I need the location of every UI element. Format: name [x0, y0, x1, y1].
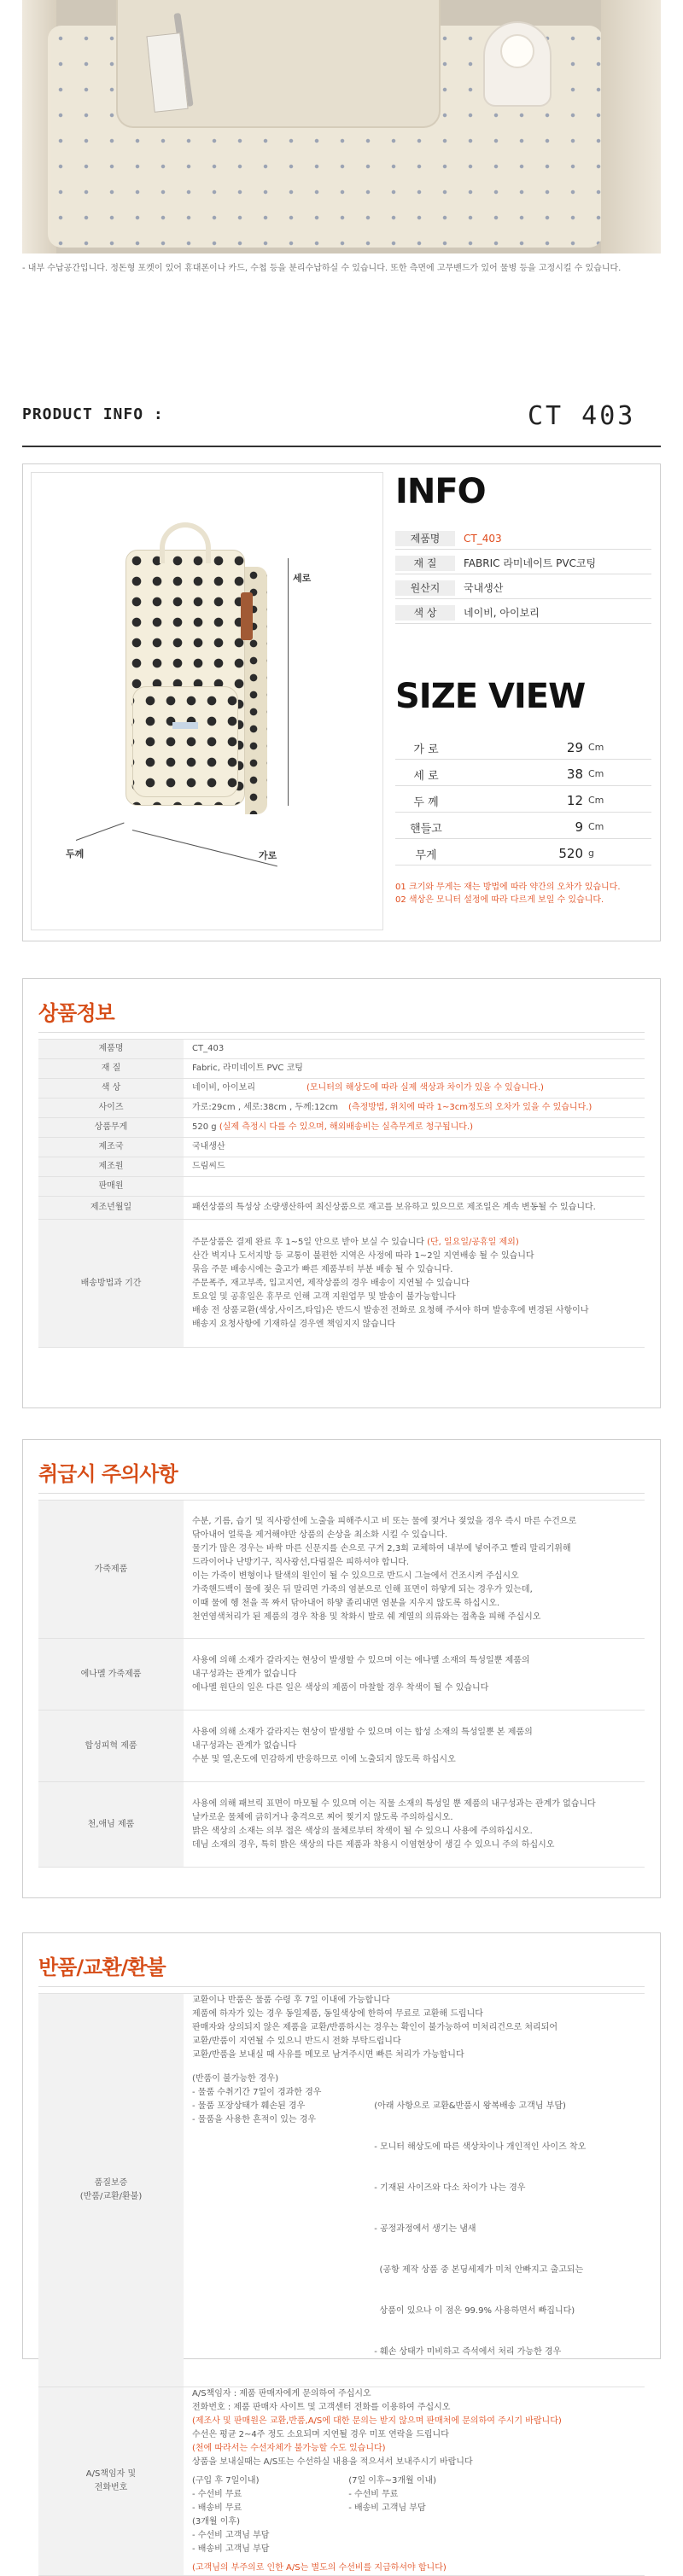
table-value: 패션상품의 특성상 소량생산하여 최신상품으로 재고를 보유하고 있으므로 제조일은 계속 변동될 수 있습니다. [184, 1197, 645, 1220]
product-detail-table [38, 1039, 645, 1348]
divider [38, 1032, 645, 1033]
info-key: 색 상 [395, 605, 455, 621]
table-note: (실제 측정시 다를 수 있으며, 해외배송비는 실측무게로 청구됩니다.) [219, 1122, 474, 1132]
table-row [38, 1220, 645, 1348]
size-row [395, 815, 651, 839]
size-unit: Cm [588, 768, 604, 779]
table-row [38, 1157, 645, 1177]
table-note: (모니터의 해상도에 따라 실제 색상과 차이가 있을 수 있습니다.) [306, 1083, 544, 1093]
bag-handle-image [160, 522, 211, 563]
info-value: CT_403 [464, 533, 502, 545]
table-row [38, 1197, 645, 1220]
size-unit: Cm [588, 821, 604, 832]
table-row [38, 1118, 645, 1138]
period-col: (구입 후 7일이내) - 수선비 무료 - 배송비 무료 [192, 2476, 260, 2513]
size-key: 세 로 [413, 770, 439, 783]
depth-label: 두께 [66, 848, 85, 860]
photo-caption: - 내부 수납공간입니다. 정돈형 포켓이 있어 휴대폰이나 카드, 수첩 등을 분리수납하실 수 있습니다. 또한 측면에 고무밴드가 있어 물병 등을 고정시킬 수 있습니다. [22, 264, 622, 273]
info-row [395, 600, 651, 624]
size-key: 핸들고 [410, 823, 442, 836]
product-info-heading: PRODUCT INFO : [22, 405, 164, 423]
table-key: 품질보증 (반품/교환/환불) [38, 1994, 184, 2387]
table-row [38, 1079, 645, 1099]
table-row [38, 1059, 645, 1079]
info-value: FABRIC 라미네이트 PVC코팅 [464, 557, 597, 569]
table-row [38, 1138, 645, 1157]
table-key: 에나멜 가죽제품 [38, 1639, 184, 1711]
info-heading: INFO [395, 472, 486, 511]
product-code: CT 403 [528, 401, 636, 431]
size-note: 02 색상은 모니터 설정에 따라 다르게 보일 수 있습니다. [395, 895, 604, 905]
size-view-heading: SIZE VIEW [395, 677, 586, 716]
table-value: 드림씨드 [184, 1157, 645, 1177]
table-row [38, 1782, 645, 1868]
size-value: 520 [558, 846, 583, 861]
size-unit: Cm [588, 795, 604, 806]
table-row [38, 1099, 645, 1118]
interior-photo [22, 0, 661, 254]
table-value: 사용에 의해 패브릭 표면이 마모될 수 있으며 이는 직물 소재의 특성일 뿐 제품의 내구성과는 관계가 없습니다 날카로운 물체에 긁히거나 충격으로 찌어 찢기지 않도록 주의하십시오. 밝은 색상의 소재는 의부 접은 색상의 물체로부터 착색이 될 수 있으니 사용에 주의하십시오. 데님 소재의 경우, 특히 밝은 색상의 다른 제품과 착용시 이염현상이 생길 수 있으니 주의 하십시오 [184, 1782, 645, 1868]
divider [22, 446, 661, 447]
product-detail-section [22, 978, 661, 1408]
info-row [395, 526, 651, 550]
table-note: (측정방법, 위치에 따라 1~3cm정도의 오차가 있을 수 있습니다.) [348, 1103, 593, 1112]
table-key: 제조원 [38, 1157, 184, 1177]
table-key: 배송방법과 기간 [38, 1220, 184, 1348]
table-key: 사이즈 [38, 1099, 184, 1118]
returns-table [38, 1993, 645, 2576]
section-title: 취급시 주의사항 [38, 1462, 178, 1486]
period-col: (7일 이후~3개월 이내) - 수선비 무료 - 배송비 고객님 부담 [348, 2476, 437, 2513]
non-returnable-list: (반품이 불가능한 경우) - 물품 수취기간 7일이 경과한 경우 - 물품 포장상태가 훼손된 경우 - 물품을 사용한 흔적이 있는 경우 [192, 2074, 322, 2124]
bag-strap-image [241, 592, 253, 640]
bag-label-image [172, 722, 198, 729]
depth-dimension-line [76, 823, 125, 841]
table-row [38, 1994, 645, 2387]
table-value: 사용에 의해 소재가 갈라지는 현상이 발생할 수 있으며 이는 합성 소재의 특성일뿐 본 제품의 내구성과는 관계가 없습니다 수분 및 열,온도에 민감하게 반응하므로 이에 노출되지 않도록 하십시오 [184, 1711, 645, 1782]
size-unit: Cm [588, 742, 604, 753]
table-row [38, 1501, 645, 1639]
table-key: A/S책임자 및 전화번호 [38, 2387, 184, 2576]
table-key: 판매원 [38, 1177, 184, 1197]
info-value: 국내생산 [464, 582, 504, 594]
table-key: 제조년월일 [38, 1197, 184, 1220]
section-title: 반품/교환/환불 [38, 1955, 166, 1979]
divider [38, 1493, 645, 1494]
size-key: 두 께 [413, 796, 439, 809]
customer-paid-list: (아래 사항으로 교환&반품시 왕복배송 고객님 부담) - 모니터 해상도에 따른 색상차이나 개인적인 사이즈 착오 - 기재된 사이즈와 다소 차이가 나는 경우 - 공정과정에서 생기는 냄새 (공항 제작 상품 중 본딩세제가 미처 안빠지고 출고되는 상품이 있으나 이 점은 99.9% 사용하면서 빠집니다) - 훼손 상태가 미비하고 즉석에서 처리 가능한 경우 [374, 2101, 587, 2357]
info-key: 원산지 [395, 580, 455, 596]
info-key: 재 질 [395, 556, 455, 571]
returns-section [22, 1932, 661, 2573]
table-value: Fabric, 라미네이트 PVC 코팅 [184, 1059, 645, 1079]
table-key: 재 질 [38, 1059, 184, 1079]
table-value: CT_403 [184, 1040, 645, 1059]
table-key: 색 상 [38, 1079, 184, 1099]
product-image [31, 472, 383, 930]
table-row [38, 1040, 645, 1059]
table-key: 제품명 [38, 1040, 184, 1059]
care-section [22, 1439, 661, 1898]
period-col: (3개월 이후) - 수선비 고객님 부담 - 배송비 고객님 부담 [192, 2517, 270, 2554]
table-value: 가로:29cm , 세로:38cm , 두께:12cm (측정방법, 위치에 따라 1~3cm정도의 오차가 있을 수 있습니다.) [184, 1099, 645, 1118]
size-row [395, 736, 651, 760]
section-title: 상품정보 [38, 1001, 114, 1025]
info-row [395, 575, 651, 599]
width-label: 가로 [259, 850, 277, 861]
care-table [38, 1500, 645, 1868]
size-row [395, 842, 651, 865]
table-value: 국내생산 [184, 1138, 645, 1157]
table-value [184, 1177, 645, 1197]
size-value: 38 [566, 766, 583, 782]
size-value: 12 [566, 793, 583, 808]
table-value: 520 g (실제 측정시 다를 수 있으며, 해외배송비는 실측무게로 청구됩니다.) [184, 1118, 645, 1138]
size-key: 가 로 [413, 743, 439, 756]
height-dimension-line [288, 558, 289, 806]
size-key: 무게 [415, 849, 437, 862]
bag-pocket-image [132, 686, 238, 797]
table-value: 사용에 의해 소재가 갈라지는 현상이 발생할 수 있으며 이는 에나멜 소재의 특성일뿐 제품의 내구성과는 관계가 없습니다 에나멜 원단의 일은 다른 일은 색상의 제품이 마찰할 경우 착색이 될 수 있습니다 [184, 1639, 645, 1711]
table-row [38, 2387, 645, 2576]
size-note: 01 크기와 무게는 재는 방법에 따라 약간의 오차가 있습니다. [395, 883, 621, 892]
table-key: 합성피혁 제품 [38, 1711, 184, 1782]
size-unit: g [588, 848, 594, 859]
table-key: 천,애님 제품 [38, 1782, 184, 1868]
size-row [395, 762, 651, 786]
height-label: 세로 [293, 573, 312, 584]
table-value: A/S책임자 : 제품 판매자에게 문의하여 주십시오 전화번호 : 제품 판매자 사이트 및 고객센터 전화를 이용하여 주십시오 (제조사 및 판매원은 교환,반품,A/S에 대한 문의는 받지 않으며 판매처에 문의하여 주시기 바랍니다) 수선은 평균 2~4주 정도 소요되며 지연될 경우 미포 연락을 드립니다 (천에 따라서는 수선자체가 불가능할 수도 있습니다) 상품을 보내실때는 A/S또는 수선하실 내용을 적으셔서 보내주시기 바랍니다 (구입 후 7일이내) - 수선비 무료 - 배송비 무료 (7일 이후~3개월 이내) - 수선비 무료 - 배송비 고객님 부담 (3개월 이후) - 수선비 고객님 부담 - 배송비 고객님 부담 (고객님의 부주의로 인한 A/S는 별도의 수선비를 지급하셔야 합니다) [184, 2387, 645, 2576]
table-value: 수분, 기름, 습기 및 직사광선에 노출을 피해주시고 비 또는 물에 젖거나 젖었을 경우 즉시 마른 수건으로 닦아내어 얼룩을 제거해야만 상품의 손상을 최소화 시킬 수 있습니다. 물기가 많은 경우는 바싹 마른 신문지를 손으로 구겨 2,3회 교체하여 내부에 넣어주고 빨리 말리기위해 드라이어나 난방기구, 직사광선,다림질은 피하셔야 합니다. 이는 가죽이 변형이나 탈색의 원인이 될 수 있으므로 반드시 그늘에서 건조시켜 주십시오 가죽핸드백이 물에 젖은 뒤 말리면 가죽의 염분으로 인해 표면이 하얗게 되는 경우가 있는데, 이때 물에 헹 천을 꼭 짜서 닦아내어 하얗 졸리내면 염분을 지우지 않도록 하십시오. 천연염색처리가 된 제품의 경우 착용 및 착화시 발로 쉐 계열의 의류와는 접촉을 피해 주십시오 [184, 1501, 645, 1639]
info-value: 네이비, 아이보리 [464, 607, 540, 619]
table-row [38, 1639, 645, 1711]
table-key: 상품무게 [38, 1118, 184, 1138]
table-row [38, 1177, 645, 1197]
size-value: 29 [566, 740, 583, 755]
table-key: 제조국 [38, 1138, 184, 1157]
size-row [395, 789, 651, 813]
width-dimension-line [132, 830, 277, 866]
table-value: 주문상품은 결제 완료 후 1~5일 안으로 받아 보실 수 있습니다 (단, 일요일/공휴일 제외) 산간 벽지나 도서지방 등 교통이 불편한 지역은 사정에 따라 1~2일 지연배송 될 수 있습니다 묶음 주문 배송시에는 출고가 빠른 제품부터 부분 배송 될 수 있습니다. 주문폭주, 재고부족, 입고지연, 제작상품의 경우 배송이 지연될 수 있습니다 토요일 및 공휴일은 휴무로 인해 고객 지원업무 및 발송이 불가능합니다 배송 전 상품교환(색상,사이즈,타입)은 반드시 발송전 전화로 요청해 주셔야 하며 발송후에 변경된 사항이나 배송지 요청사항에 기재하실 경우엔 책임지지 않습니다 [184, 1220, 645, 1348]
table-key: 가죽제품 [38, 1501, 184, 1639]
size-value: 9 [575, 819, 583, 835]
info-row [395, 551, 651, 574]
divider [38, 1986, 645, 1987]
table-row [38, 1711, 645, 1782]
table-value: 교환이나 반품은 물품 수령 후 7일 이내에 가능합니다 제품에 하자가 있는 경우 동일제품, 동일색상에 한하여 무료로 교환해 드립니다 판매자와 상의되지 않은 제품을 교환/반품하시는 경우는 확인이 불가능하여 미처리건으로 처리되어 교환/반품이 지연될 수 있으니 반드시 전화 부탁드립니다 교환/반품을 보내실 때 사유를 메모로 남겨주시면 빠른 처리가 가능합니다 (반품이 불가능한 경우) - 물품 수취기간 7일이 경과한 경우 - 물품 포장상태가 훼손된 경우 - 물품을 사용한 흔적이 있는 경우 (아래 사항으로 교환&반품시 왕복배송 고객님 부담) - 모니터 해상도에 따른 색상차이나 개인적인 사이즈 착오 - 기재된 사이즈와 다소 차이가 나는 경우 - 공정과정에서 생기는 냄새 (공항 제작 상품 중 본딩세제가 미처 안빠지고 출고되는 상품이 있으나 이 점은 99.9% 사용하면서 빠집니다) - 훼손 상태가 미비하고 즉석에서 처리 가능한 경우 [184, 1994, 645, 2387]
table-value: 네이비, 아이보리 (모니터의 해상도에 따라 실제 색상과 차이가 있을 수 있습니다.) [184, 1079, 645, 1099]
info-key: 제품명 [395, 531, 455, 546]
